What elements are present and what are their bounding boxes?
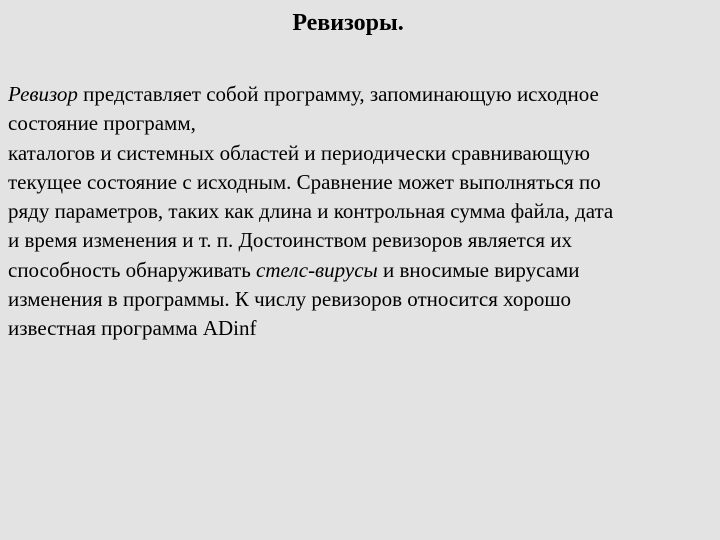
text-line-6: и время изменения и т. п. Достоинством ревизоров является их: [8, 228, 572, 253]
text-line-8: изменения в программы. К числу ревизоров относится хорошо: [8, 287, 571, 312]
line-7-before: способность обнаруживать: [8, 257, 257, 282]
text-line-7: [8, 256, 712, 285]
text-line-5: ряду параметров, таких как длина и контрольная сумма файла, дата: [8, 199, 614, 224]
text-line-2: состояние программ,: [8, 111, 196, 136]
text-line-4: текущее состояние с исходным. Сравнение может выполняться по: [8, 169, 601, 194]
text-line-3: каталогов и системных областей и периодически сравнивающую: [8, 140, 590, 165]
line-1-rest: представляет собой программу, запоминающую исходное: [77, 82, 599, 106]
term-stealth-viruses: стелс-вирусы: [256, 257, 378, 282]
text-line-9: известная программа ADinf: [8, 316, 257, 341]
term-revizor: Ревизор: [8, 82, 78, 106]
line-7-after: и вносимые вирусами: [377, 257, 580, 282]
text-line-1: [8, 80, 712, 109]
slide-title: Ревизоры.: [292, 10, 404, 36]
body-paragraph: [8, 80, 712, 344]
